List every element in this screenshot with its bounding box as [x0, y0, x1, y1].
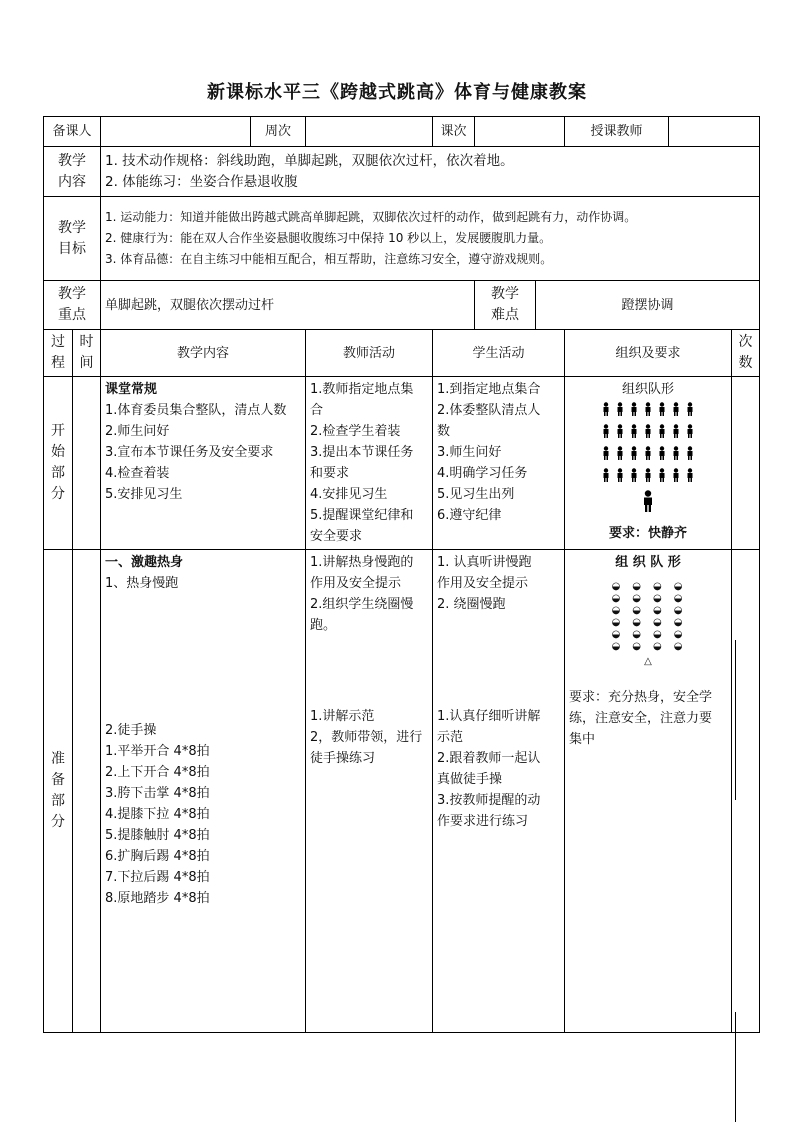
person-icon — [672, 471, 680, 486]
focus-text: 单脚起跳，双腿依次摆动过杆 — [101, 281, 475, 330]
start-time — [73, 377, 101, 550]
student-marker-row: ◒◒◒◒ — [611, 617, 695, 628]
margin-line — [735, 1012, 736, 1122]
col-student: 学生活动 — [433, 330, 565, 377]
prep-section-row — [44, 550, 760, 1033]
difficulty-label: 教学 难点 — [475, 281, 536, 330]
person-icon — [672, 427, 680, 442]
person-icon — [616, 449, 624, 464]
start-count — [732, 377, 760, 550]
page-title: 新课标水平三《跨越式跳高》体育与健康教案 — [207, 82, 587, 103]
header-row — [44, 117, 760, 147]
person-icon — [630, 449, 638, 464]
col-org: 组织及要求 — [565, 330, 732, 377]
person-icon-row — [599, 468, 697, 489]
week-label: 周次 — [251, 117, 306, 147]
person-icon — [658, 471, 666, 486]
person-icon — [658, 405, 666, 420]
content-text: 1. 技术动作规格：斜线助跑，单脚起跳，双腿依次过杆，依次着地。 2. 体能练习：坐姿合作悬退收腹 — [101, 147, 760, 197]
formation-diagram — [569, 402, 727, 519]
person-icon-row — [599, 424, 697, 445]
student-marker-row: ◒◒◒◒ — [611, 581, 695, 592]
goals-row — [44, 197, 760, 281]
prep-org: 组 织 队 形 ◒◒◒◒ ◒◒◒◒ ◒◒◒◒ ◒◒◒◒ ◒◒◒◒ ◒◒◒◒ △ 要求：充分热身，安全学 练，注意安全，注意力要 集中 — [565, 550, 732, 1033]
student-marker-row: ◒◒◒◒ — [611, 593, 695, 604]
person-icon — [602, 405, 610, 420]
student-marker-row: ◒◒◒◒ — [611, 641, 695, 652]
teacher-triangle-icon: △ — [644, 656, 652, 667]
person-icon — [686, 427, 694, 442]
start-section-label: 开 始 部 分 — [44, 377, 73, 550]
col-process: 过 程 — [44, 330, 73, 377]
start-org: 组织队形 要求：快静齐 — [565, 377, 732, 550]
lesson-plan-table — [43, 116, 760, 1033]
week-value — [306, 117, 433, 147]
person-icon — [616, 405, 624, 420]
person-icon — [644, 405, 652, 420]
person-icon — [686, 471, 694, 486]
student-marker-row: ◒◒◒◒ — [611, 629, 695, 640]
lesson-label: 课次 — [433, 117, 475, 147]
person-icon — [686, 449, 694, 464]
content-label: 教学 内容 — [44, 147, 101, 197]
difficulty-text: 蹬摆协调 — [536, 281, 760, 330]
person-icon-row — [599, 402, 697, 423]
col-count: 次 数 — [732, 330, 760, 377]
person-icon — [602, 427, 610, 442]
person-icon — [672, 405, 680, 420]
start-student: 1.到指定地点集合 2.体委整队清点人 数 3.师生问好 4.明确学习任务 5.见习生出列 6.遵守纪律 — [433, 377, 565, 550]
column-header-row — [44, 330, 760, 377]
col-content: 教学内容 — [101, 330, 306, 377]
goals-label: 教学 目标 — [44, 197, 101, 281]
preparer-value — [101, 117, 251, 147]
person-icon — [658, 427, 666, 442]
person-icon — [644, 449, 652, 464]
teacher-icon — [642, 490, 654, 519]
focus-label: 教学 重点 — [44, 281, 101, 330]
person-icon — [602, 449, 610, 464]
warmup-formation-diagram — [569, 581, 727, 669]
person-icon — [630, 471, 638, 486]
person-icon — [616, 471, 624, 486]
start-teacher: 1.教师指定地点集 合 2.检查学生着装 3.提出本节课任务 和要求 4.安排见习生 5.提醒课堂纪律和 安全要求 — [306, 377, 433, 550]
student-marker-row: ◒◒◒◒ — [611, 605, 695, 616]
prep-student: 1. 认真听讲慢跑 作用及安全提示 2. 绕圈慢跑 1.认真仔细听讲解 示范 2.跟着教师一起认 真做徒手操 3.按教师提醒的动 作要求进行练习 — [433, 550, 565, 1033]
margin-line — [735, 640, 736, 800]
start-content: 课堂常规 1.体育委员集合整队，清点人数 2.师生问好 3.宣布本节课任务及安全要求 4.检查着装 5.安排见习生 — [101, 377, 306, 550]
person-icon — [658, 449, 666, 464]
teacher-label: 授课教师 — [565, 117, 669, 147]
prep-section-label: 准 备 部 分 — [44, 550, 73, 1033]
lesson-value — [475, 117, 565, 147]
person-icon — [602, 471, 610, 486]
preparer-label: 备课人 — [44, 117, 101, 147]
person-icon — [644, 427, 652, 442]
prep-content: 一、激趣热身 1、热身慢跑 2.徒手操 1.平举开合 4*8拍 2.上下开合 4*8拍 3.胯下击掌 4*8拍 4.提膝下拉 4*8拍 5.提膝触肘 4*8拍 6.扩胸后踢 4*8拍 7.下拉后踢 4*8拍 8.原地踏步 4*8拍 — [101, 550, 306, 1033]
person-icon — [644, 471, 652, 486]
col-time: 时 间 — [73, 330, 101, 377]
prep-time — [73, 550, 101, 1033]
col-teacher: 教师活动 — [306, 330, 433, 377]
prep-teacher: 1.讲解热身慢跑的 作用及安全提示 2.组织学生绕圈慢 跑。 1.讲解示范 2，教师带领，进行 徒手操练习 — [306, 550, 433, 1033]
content-row — [44, 147, 760, 197]
teacher-value — [669, 117, 760, 147]
person-icon — [672, 449, 680, 464]
start-org-requirement: 要求：快静齐 — [609, 526, 688, 541]
goals-text: 1. 运动能力：知道并能做出跨越式跳高单脚起跳，双脚依次过杆的动作，做到起跳有力，动作协调。 2. 健康行为：能在双人合作坐姿悬腿收腹练习中保持 10 秒以上，发展腰腹肌力量。 3. 体育品德：在自主练习中能相互配合，相互帮助，注意练习安全，遵守游戏规则。 — [101, 197, 760, 281]
key-row — [44, 281, 760, 330]
person-icon — [630, 405, 638, 420]
start-section-row — [44, 377, 760, 550]
person-icon-row — [599, 446, 697, 467]
person-icon — [630, 427, 638, 442]
person-icon — [616, 427, 624, 442]
person-icon — [686, 405, 694, 420]
